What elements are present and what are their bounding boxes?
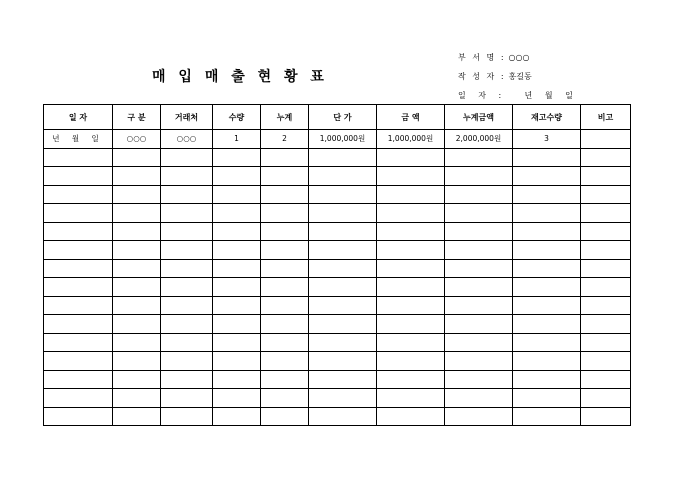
table-cell-empty[interactable] [581, 407, 631, 426]
table-cell-empty[interactable] [161, 241, 213, 260]
table-row-empty [44, 389, 631, 408]
table-cell-empty[interactable] [581, 148, 631, 167]
table-cell-empty[interactable] [513, 352, 581, 371]
table-cell-empty[interactable] [161, 222, 213, 241]
table-cell-empty[interactable] [513, 148, 581, 167]
header-date: 일 자 [44, 105, 113, 130]
table-row-empty [44, 167, 631, 186]
table-cell-empty[interactable] [445, 278, 513, 297]
table-row-empty [44, 148, 631, 167]
table-cell-empty[interactable] [44, 333, 113, 352]
header-stock-quantity: 재고수량 [513, 105, 581, 130]
table-cell-empty[interactable] [213, 204, 261, 223]
table-cell-empty[interactable] [44, 167, 113, 186]
table-cell-empty[interactable] [513, 259, 581, 278]
table-cell-empty[interactable] [377, 148, 445, 167]
table-cell-empty[interactable] [213, 315, 261, 334]
cell-client[interactable]: ○○○ [161, 130, 213, 149]
table-cell-empty[interactable] [113, 370, 161, 389]
header-amount: 금 액 [377, 105, 445, 130]
table-row-empty [44, 222, 631, 241]
document-title: 매 입 매 출 현 황 표 [152, 69, 328, 85]
cell-cumulative-amount[interactable]: 2,000,000원 [445, 130, 513, 149]
table-cell-empty[interactable] [377, 407, 445, 426]
table-row-empty [44, 296, 631, 315]
table-cell-empty[interactable] [113, 204, 161, 223]
cell-amount[interactable]: 1,000,000원 [377, 130, 445, 149]
table-cell-empty[interactable] [445, 370, 513, 389]
table-cell-empty[interactable] [44, 315, 113, 334]
table-cell-empty[interactable] [581, 204, 631, 223]
meta-date [458, 90, 578, 101]
table-cell-empty[interactable] [445, 167, 513, 186]
table-cell-empty[interactable] [581, 241, 631, 260]
table-cell-empty[interactable] [44, 241, 113, 260]
table-cell-empty[interactable] [261, 259, 309, 278]
table-cell-empty[interactable] [161, 278, 213, 297]
table-cell-empty[interactable] [113, 352, 161, 371]
meta-department [458, 52, 530, 63]
table-cell-empty[interactable] [581, 370, 631, 389]
table-cell-empty[interactable] [113, 407, 161, 426]
table-cell-empty[interactable] [213, 222, 261, 241]
table-cell-empty[interactable] [309, 167, 377, 186]
table-cell-empty[interactable] [377, 259, 445, 278]
table-cell-empty[interactable] [309, 407, 377, 426]
cell-quantity[interactable]: 1 [213, 130, 261, 149]
table-cell-empty[interactable] [161, 259, 213, 278]
table-cell-empty[interactable] [213, 296, 261, 315]
table-cell-empty[interactable] [377, 352, 445, 371]
table-cell-empty[interactable] [44, 259, 113, 278]
table-cell-empty[interactable] [581, 352, 631, 371]
table-cell-empty[interactable] [513, 167, 581, 186]
table-cell-empty[interactable] [445, 259, 513, 278]
table-row-empty [44, 278, 631, 297]
table-cell-empty[interactable] [213, 352, 261, 371]
table-cell-empty[interactable] [581, 296, 631, 315]
table-cell-empty[interactable] [377, 204, 445, 223]
table-cell-empty[interactable] [309, 315, 377, 334]
table-cell-empty[interactable] [113, 296, 161, 315]
department-label: 부 서 명 : [458, 53, 506, 62]
table-cell-empty[interactable] [445, 333, 513, 352]
table-cell-empty[interactable] [513, 389, 581, 408]
table-cell-empty[interactable] [377, 315, 445, 334]
table-cell-empty[interactable] [213, 259, 261, 278]
table-cell-empty[interactable] [113, 222, 161, 241]
table-cell-empty[interactable] [44, 407, 113, 426]
header-category: 구 분 [113, 105, 161, 130]
table-cell-empty[interactable] [161, 204, 213, 223]
table-cell-empty[interactable] [445, 185, 513, 204]
author-value: 홍길동 [508, 72, 532, 81]
table-cell-empty[interactable] [581, 389, 631, 408]
table-cell-empty[interactable] [513, 315, 581, 334]
table-cell-empty[interactable] [513, 333, 581, 352]
table-cell-empty[interactable] [309, 296, 377, 315]
cell-remarks[interactable] [581, 130, 631, 149]
table-cell-empty[interactable] [261, 315, 309, 334]
table-row-empty [44, 204, 631, 223]
table-cell-empty[interactable] [581, 333, 631, 352]
table-cell-empty[interactable] [513, 185, 581, 204]
table-cell-empty[interactable] [161, 352, 213, 371]
table-cell-empty[interactable] [581, 259, 631, 278]
table-cell-empty[interactable] [581, 222, 631, 241]
table-cell-empty[interactable] [113, 315, 161, 334]
table-cell-empty[interactable] [261, 296, 309, 315]
table-cell-empty[interactable] [445, 222, 513, 241]
author-label: 작 성 자 : [458, 72, 506, 81]
header-quantity: 수량 [213, 105, 261, 130]
table-cell-empty[interactable] [445, 296, 513, 315]
table-cell-empty[interactable] [261, 167, 309, 186]
table-cell-empty[interactable] [309, 389, 377, 408]
header-cumulative-amount: 누계금액 [445, 105, 513, 130]
table-body [44, 130, 631, 426]
table-cell-empty[interactable] [581, 315, 631, 334]
table-row-empty [44, 315, 631, 334]
table-cell-empty[interactable] [213, 389, 261, 408]
table-cell-empty[interactable] [581, 278, 631, 297]
table-cell-empty[interactable] [377, 370, 445, 389]
table-cell-empty[interactable] [44, 222, 113, 241]
table-cell-empty[interactable] [581, 185, 631, 204]
table-cell-empty[interactable] [261, 185, 309, 204]
table-cell-empty[interactable] [309, 259, 377, 278]
table-cell-empty[interactable] [309, 333, 377, 352]
table-cell-empty[interactable] [513, 278, 581, 297]
table-cell-empty[interactable] [261, 407, 309, 426]
table-cell-empty[interactable] [309, 185, 377, 204]
table-cell-empty[interactable] [213, 185, 261, 204]
table-cell-empty[interactable] [44, 352, 113, 371]
table-cell-empty[interactable] [113, 389, 161, 408]
table-cell-empty[interactable] [44, 389, 113, 408]
table-cell-empty[interactable] [44, 296, 113, 315]
table-cell-empty[interactable] [161, 315, 213, 334]
header-remarks: 비고 [581, 105, 631, 130]
table-cell-empty[interactable] [44, 148, 113, 167]
purchase-sales-table [43, 104, 631, 426]
table-cell-empty[interactable] [161, 407, 213, 426]
table-row-empty [44, 185, 631, 204]
table-cell-empty[interactable] [44, 185, 113, 204]
meta-author [458, 71, 532, 82]
table-cell-empty[interactable] [161, 185, 213, 204]
table-row-empty [44, 259, 631, 278]
table-cell-empty[interactable] [161, 148, 213, 167]
table-cell-empty[interactable] [161, 333, 213, 352]
table-cell-empty[interactable] [161, 296, 213, 315]
table-header-row [44, 105, 631, 130]
table-cell-empty[interactable] [113, 185, 161, 204]
table-cell-empty[interactable] [213, 333, 261, 352]
table-cell-empty[interactable] [44, 278, 113, 297]
table-cell-empty[interactable] [113, 167, 161, 186]
table-cell-empty[interactable] [261, 241, 309, 260]
table-cell-empty[interactable] [113, 259, 161, 278]
table-cell-empty[interactable] [309, 278, 377, 297]
table-cell-empty[interactable] [213, 148, 261, 167]
table-cell-empty[interactable] [161, 370, 213, 389]
date-label: 일 자 : [458, 91, 507, 100]
table-cell-empty[interactable] [261, 222, 309, 241]
table-cell-empty[interactable] [377, 222, 445, 241]
table-row [44, 130, 631, 149]
date-value: 년 월 일 [524, 91, 578, 100]
table-cell-empty[interactable] [513, 296, 581, 315]
table-row-empty [44, 333, 631, 352]
table-cell-empty[interactable] [445, 241, 513, 260]
table-cell-empty[interactable] [309, 370, 377, 389]
table-cell-empty[interactable] [445, 389, 513, 408]
table-cell-empty[interactable] [377, 185, 445, 204]
table-cell-empty[interactable] [161, 167, 213, 186]
cell-unit-price[interactable]: 1,000,000원 [309, 130, 377, 149]
table-cell-empty[interactable] [377, 241, 445, 260]
table-cell-empty[interactable] [261, 204, 309, 223]
table-cell-empty[interactable] [113, 278, 161, 297]
table-cell-empty[interactable] [445, 204, 513, 223]
table-cell-empty[interactable] [261, 389, 309, 408]
header-unit-price: 단 가 [309, 105, 377, 130]
table-cell-empty[interactable] [261, 278, 309, 297]
table-cell-empty[interactable] [513, 407, 581, 426]
table-cell-empty[interactable] [309, 241, 377, 260]
header-client: 거래처 [161, 105, 213, 130]
table-cell-empty[interactable] [309, 204, 377, 223]
table-row-empty [44, 241, 631, 260]
table-cell-empty[interactable] [513, 241, 581, 260]
table-cell-empty[interactable] [213, 370, 261, 389]
cell-stock-quantity[interactable]: 3 [513, 130, 581, 149]
table-cell-empty[interactable] [261, 370, 309, 389]
table-cell-empty[interactable] [261, 148, 309, 167]
table-cell-empty[interactable] [161, 389, 213, 408]
table-row-empty [44, 370, 631, 389]
table-cell-empty[interactable] [445, 352, 513, 371]
table-row-empty [44, 407, 631, 426]
cell-category[interactable]: ○○○ [113, 130, 161, 149]
table-cell-empty[interactable] [377, 296, 445, 315]
table-cell-empty[interactable] [213, 407, 261, 426]
table-cell-empty[interactable] [213, 241, 261, 260]
table-cell-empty[interactable] [377, 333, 445, 352]
table-cell-empty[interactable] [377, 167, 445, 186]
table-cell-empty[interactable] [513, 370, 581, 389]
table-cell-empty[interactable] [377, 278, 445, 297]
table-cell-empty[interactable] [113, 333, 161, 352]
table-cell-empty[interactable] [309, 222, 377, 241]
cell-cumulative[interactable]: 2 [261, 130, 309, 149]
cell-date[interactable]: 년 월 일 [44, 130, 113, 149]
table-cell-empty[interactable] [261, 333, 309, 352]
table-cell-empty[interactable] [309, 352, 377, 371]
table-cell-empty[interactable] [44, 204, 113, 223]
table-cell-empty[interactable] [113, 241, 161, 260]
table-cell-empty[interactable] [44, 370, 113, 389]
table-cell-empty[interactable] [377, 389, 445, 408]
table-cell-empty[interactable] [309, 148, 377, 167]
table-cell-empty[interactable] [445, 315, 513, 334]
table-cell-empty[interactable] [113, 148, 161, 167]
table-cell-empty[interactable] [445, 407, 513, 426]
table-cell-empty[interactable] [513, 222, 581, 241]
header-cumulative: 누계 [261, 105, 309, 130]
table-cell-empty[interactable] [581, 167, 631, 186]
table-cell-empty[interactable] [445, 148, 513, 167]
table-cell-empty[interactable] [513, 204, 581, 223]
table-cell-empty[interactable] [213, 167, 261, 186]
table-cell-empty[interactable] [213, 278, 261, 297]
table-row-empty [44, 352, 631, 371]
table-cell-empty[interactable] [261, 352, 309, 371]
department-value: ○○○ [508, 53, 530, 62]
